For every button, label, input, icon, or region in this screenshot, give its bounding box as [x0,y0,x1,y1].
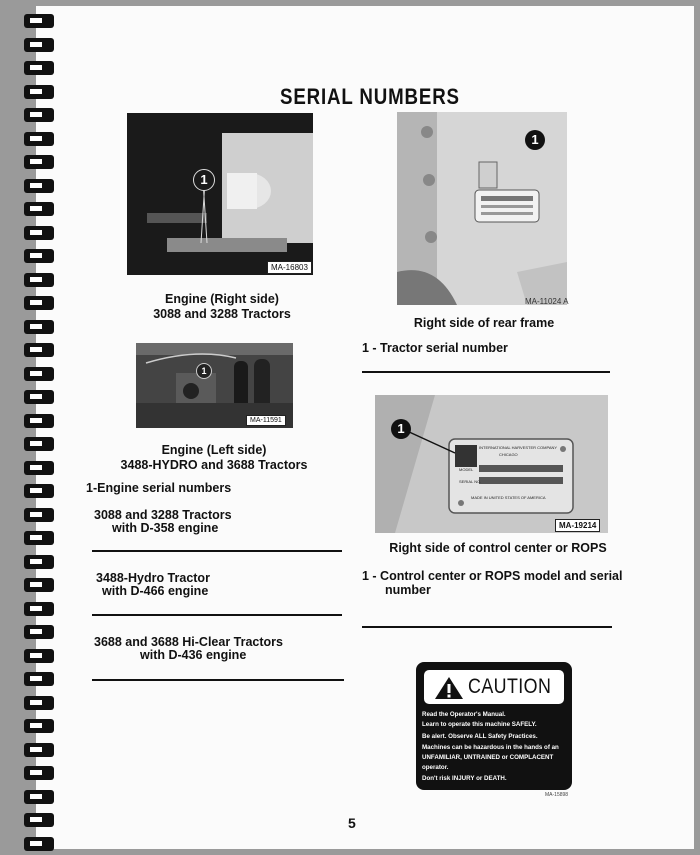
binding-ring [24,414,54,428]
control-center-legend-1: 1 - Control center or ROPS model and serial [362,569,623,583]
control-center-illustration [375,395,608,533]
binding-ring [24,484,54,498]
binding-ring [24,226,54,240]
binding-ring [24,578,54,592]
plate-line-1: INTERNATIONAL HARVESTER COMPANY [479,445,558,450]
binding-ring [24,296,54,310]
caption-rear-frame: Right side of rear frame [413,316,555,330]
entry-3-line2: with D-436 engine [140,648,247,662]
caption-control-center: Right side of control center or ROPS [389,541,607,555]
binding-ring [24,719,54,733]
binding-ring [24,743,54,757]
photo4-callout: 1 [391,419,411,439]
photo2-tag: MA-11591 [246,415,286,426]
caution-decal [416,662,572,790]
binding-ring [24,249,54,263]
control-center-legend-2: number [385,583,431,597]
entry-3-write-line [92,679,344,681]
entry-2-line1: 3488-Hydro Tractor [96,571,210,585]
plate-line-5: MADE IN UNITED STATES OF AMERICA [471,495,546,500]
photo1-tag: MA-16803 [267,261,312,274]
binding-ring [24,179,54,193]
entry-3-line1: 3688 and 3688 Hi-Clear Tractors [94,635,283,649]
binding-ring [24,602,54,616]
binding-ring [24,14,54,28]
binding-ring [24,790,54,804]
caution-line-6: operator. [422,764,449,771]
binding-ring [24,343,54,357]
binding-ring [24,672,54,686]
plate-line-4: SERIAL NO. [459,479,482,484]
binding-ring [24,273,54,287]
binding-ring [24,555,54,569]
engine-legend: 1-Engine serial numbers [86,481,232,495]
rear-frame-write-line [362,371,610,373]
binding-ring [24,61,54,75]
caption-engine-right [130,292,314,322]
rear-frame-legend: 1 - Tractor serial number [362,341,508,355]
binding-ring [24,837,54,851]
photo2-callout: 1 [196,363,212,379]
caption1-line1: Engine (Right side) [165,292,279,306]
binding-ring [24,696,54,710]
caution-line-1: Read the Operator's Manual. [422,711,506,718]
engine-right-illustration [127,113,313,275]
binding-ring [24,132,54,146]
binding-ring [24,437,54,451]
binding-ring [24,766,54,780]
caution-banner [424,670,564,704]
binding-ring [24,813,54,827]
caution-line-3: Be alert. Observe ALL Safety Practices. [422,733,538,740]
photo1-callout: 1 [193,169,215,191]
caution-line-7: Don't risk INJURY or DEATH. [422,775,507,782]
caution-heading: CAUTION [468,675,552,698]
plate-line-2: CHICAGO [499,452,518,457]
photo3-tag: MA-11024 A [525,297,569,306]
binding-ring [24,625,54,639]
caption1-line2: 3088 and 3288 Tractors [153,307,291,321]
binding-ring [24,202,54,216]
caption2-line2: 3488-HYDRO and 3688 Tractors [120,458,308,472]
entry-1-write-line [92,550,342,552]
photo4-tag: MA-19214 [555,519,600,532]
caption2-line1: Engine (Left side) [161,443,267,457]
engine-right-photo [127,113,313,275]
binding-ring [24,461,54,475]
entry-2-write-line [92,614,342,616]
binding-ring [24,85,54,99]
entry-2-line2: with D-466 engine [102,584,209,598]
warning-triangle-icon [434,676,464,700]
binding-ring [24,320,54,334]
binding-ring [24,508,54,522]
binding-ring [24,38,54,52]
caution-line-4: Machines can be hazardous in the hands of an [422,744,559,751]
photo3-callout: 1 [525,130,545,150]
caution-line-2: Learn to operate this machine SAFELY. [422,721,537,728]
binding-ring [24,155,54,169]
rear-frame-photo [397,112,567,305]
spiral-binding [0,0,60,855]
control-center-photo [375,395,608,533]
page-title: SERIAL NUMBERS [280,84,460,109]
entry-1-line1: 3088 and 3288 Tractors [94,508,232,522]
binding-ring [24,531,54,545]
caution-stamp: MA-15898 [545,792,569,798]
caption-engine-left [100,443,328,473]
page-number: 5 [348,815,356,831]
caution-line-5: UNFAMILIAR, UNTRAINED or COMPLACENT [422,754,554,761]
binding-ring [24,367,54,381]
binding-ring [24,108,54,122]
entry-1-line2: with D-358 engine [112,521,219,535]
engine-left-photo [136,343,293,428]
control-center-write-line [362,626,612,628]
binding-ring [24,390,54,404]
binding-ring [24,649,54,663]
plate-line-3: MODEL [459,467,474,472]
